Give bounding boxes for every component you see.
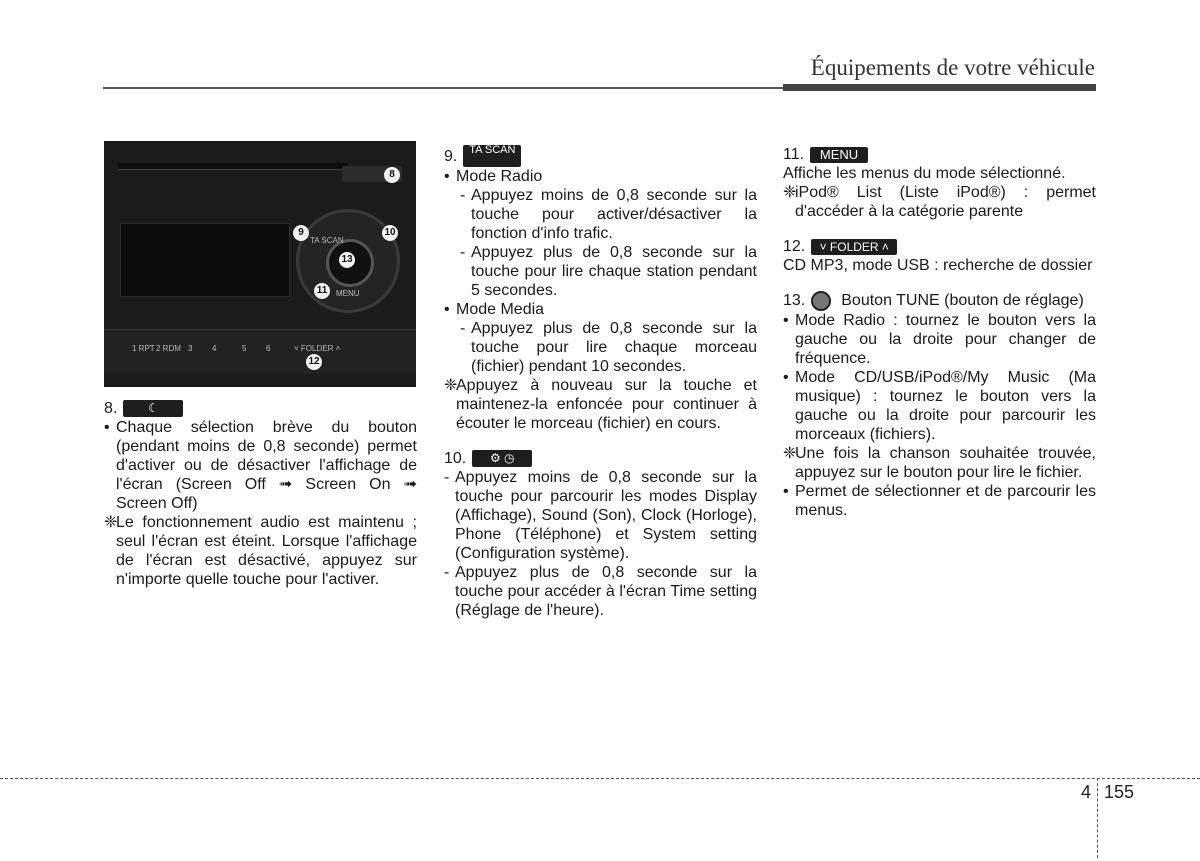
media-note: Appuyez à nouveau sur la touche et maintenez-la enfoncée pour continuer à écouter le morceau (fichier) en cours. [456,377,757,432]
folder-button-icon: ˅ FOLDER ˄ [811,239,897,255]
preset-button-row [104,329,416,374]
preset-5-label: 5 [242,344,247,353]
menu-button-icon: MENU [810,147,868,163]
ta-scan-label: TA SCAN [310,236,344,245]
ta-scan-button-icon: TA SCAN [463,145,521,167]
item-10-long-press: Appuyez plus de 0,8 seconde sur la touche pour accéder à l'écran Time setting (Réglage de l'heure). [455,564,757,619]
folder-label: ˅ FOLDER ˄ [294,344,341,353]
cd-slot [118,163,348,170]
header-rule-accent [783,84,1096,91]
item-13-bullet-2: Mode CD/USB/iPod®/My Music (Ma musique) : tournez le bouton vers la gauche ou la droite pour parcourir les morceaux (fichiers). [795,369,1096,443]
rdm-label: 2 RDM [156,344,181,353]
item-10-short-press: Appuyez moins de 0,8 seconde sur la touche pour parcourir les modes Display (Affichage), Sound (Son), Clock (Horloge), Phone (Téléphone) et System setting (Configuration système). [455,469,757,562]
column-2: 9. TA SCAN • Mode Radio - Appuyez moins de 0,8 seconde sur la touche pour activer/désactiver la fonction d'info trafic. - Appuyez plus de 0,8 seconde sur la touche pour lire chaque station pendant 5 secondes. • Mode Media - Appuyez plus de 0,8 seconde sur la touche pour lire chaque morceau (fichier) pendant 10 secondes. ❈ Appuyez à nouveau sur la touche et maintenez-la enfoncée pour continuer à écouter le morceau (fichier) en cours. 10. ⚙ ◷ - Appuyez moins de 0,8 seconde sur la touche pour parcourir les modes Display (Affichage), Sound (Son), Clock (Horloge), Phone (Téléphone) et System setting (Configuration système). - Appuyez plus de 0,8 seconde sur la touche pour accéder à l'écran Time setting (Réglage de l'heure). [444,144,757,619]
item-13-bullet-1: Mode Radio : tournez le bouton vers la gauche ou la droite pour changer de fréquence. [795,312,1096,367]
item-8-bullet: Chaque sélection brève du bouton (pendant moins de 0,8 seconde) permet d'activer ou de désactiver l'affichage de l'écran (Screen Off ➟ Screen On ➟ Screen Off) [116,419,417,512]
tune-knob-icon [811,291,831,311]
callout-12: 12 [306,354,322,370]
item-13-number: 13. [783,292,806,309]
item-9-number: 9. [444,147,458,165]
radio-short-press: Appuyez moins de 0,8 seconde sur la touche pour activer/désactiver la fonction d'info trafic. [471,187,757,242]
callout-9: 9 [293,225,309,241]
callout-13: 13 [339,252,355,268]
callout-8: 8 [384,167,400,183]
item-8-number: 8. [104,400,118,417]
screen-off-button-icon: ☾ [123,400,183,417]
rpt-label: 1 RPT [132,344,155,353]
preset-3-label: 3 [188,344,193,353]
setup-clock-button-icon: ⚙ ◷ [472,450,532,467]
mode-media-heading: Mode Media [456,301,545,318]
page-number: 155 [1104,782,1135,802]
item-11-text: Affiche les menus du mode sélectionné. [783,165,1066,182]
column-3: 11. MENU Affiche les menus du mode sélectionné. ❈ iPod® List (Liste iPod®) : permet d'accéder à la catégorie parente 12. ˅ FOLDER ˄ CD MP3, mode USB : recherche de dossier 13. Bouton TUNE (bouton de réglage) • Mode Radio : tournez le bouton vers la gauche ou la droite pour changer de fréquence. • Mode CD/USB/iPod®/My Music (Ma musique) : tournez le bouton vers la gauche ou la droite pour parcourir les morceaux (fichiers). ❈ Une fois la chanson souhaitée trouvée, appuyez sur le bouton pour lire le fichier. • Permet de sélectionner et de parcourir les menus. [783,146,1096,519]
footer-divider [1097,778,1098,858]
item-8-note: Le fonctionnement audio est maintenu ; seul l'écran est éteint. Lorsque l'affichage de l'écran est désactivé, appuyez sur n'importe quelle touche pour l'activer. [116,514,417,588]
item-13-bullet-3: Permet de sélectionner et de parcourir les menus. [795,483,1096,519]
chapter-number: 4 [1081,782,1092,802]
callout-10: 10 [382,225,398,241]
item-12-text: CD MP3, mode USB : recherche de dossier [783,257,1093,274]
page-header-title: Équipements de votre véhicule [810,55,1095,80]
item-12-number: 12. [783,238,806,255]
item-13-text: Bouton TUNE (bouton de réglage) [841,292,1084,309]
menu-label: MENU [336,289,360,298]
preset-4-label: 4 [212,344,217,353]
radio-long-press: Appuyez plus de 0,8 seconde sur la touche pour lire chaque station pendant 5 secondes. [471,244,757,299]
folder-button-label: FOLDER [829,239,879,254]
footer-rule [0,778,1200,779]
radio-photo [104,141,416,387]
item-13-note: Une fois la chanson souhaitée trouvée, appuyez sur le bouton pour lire le fichier. [795,445,1096,481]
media-long-press: Appuyez plus de 0,8 seconde sur la touche pour lire chaque morceau (fichier) pendant 10 secondes. [471,320,757,375]
column-1: 8. ☾ • Chaque sélection brève du bouton (pendant moins de 0,8 seconde) permet d'activer ou de désactiver l'affichage de l'écran (Screen Off ➟ Screen On ➟ Screen Off) ❈ Le fonctionnement audio est maintenu ; seul l'écran est éteint. Lorsque l'affichage de l'écran est désactivé, appuyez sur n'importe quelle touche pour l'activer. [104,400,417,588]
item-11-number: 11. [783,146,805,163]
item-10-number: 10. [444,450,467,467]
item-11-note: iPod® List (Liste iPod®) : permet d'accéder à la catégorie parente [795,184,1096,220]
radio-display [120,223,290,297]
mode-radio-heading: Mode Radio [456,168,543,185]
callout-11: 11 [314,283,330,299]
preset-6-label: 6 [266,344,271,353]
